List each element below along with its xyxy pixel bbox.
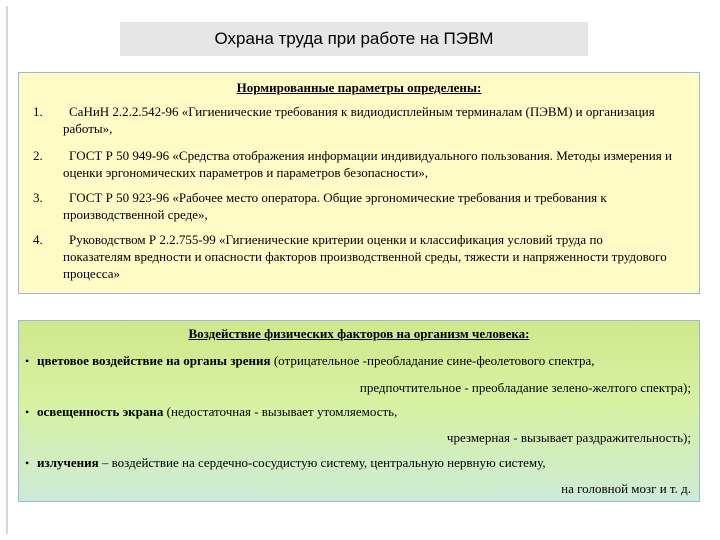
norms-box <box>18 72 700 294</box>
norm-item-number: 1. <box>33 104 43 119</box>
factor-title: освещенность экрана <box>37 404 164 419</box>
factor-continuation: чрезмерная - вызывает раздражительность); <box>446 430 691 445</box>
bullet-icon: • <box>25 456 30 470</box>
norm-item-number: 4. <box>33 232 43 247</box>
norm-item-text: Руководством Р 2.2.755-99 «Гигиенические критерии оценки и классификация условий труда по показателям вредности и опасности факторов производственной среды, тяжести и напряженности трудового процесса» <box>63 232 667 281</box>
factors-box <box>18 320 700 502</box>
factor-continuation: предпочтительное - преобладание зелено-желтого спектра); <box>359 380 691 395</box>
norms-heading: Нормированные параметры определены: <box>236 80 482 95</box>
norm-item-number: 3. <box>33 190 43 205</box>
page-title-text: Охрана труда при работе на ПЭВМ <box>214 29 494 48</box>
factor-item-1 <box>37 352 594 369</box>
page-title <box>120 22 588 56</box>
norm-item-text: ГОСТ Р 50 949-96 «Средства отображения информации индивидуального пользования. Методы измерения и оценки эргономических параметров и параметров безопасности», <box>63 148 672 180</box>
factors-heading: Воздействие физических факторов на организм человека: <box>188 326 530 341</box>
factor-description: – воздействие на сердечно-сосудистую систему, центральную нервную систему, <box>101 455 546 470</box>
factor-description: (отрицательное -преобладание сине-феолетового спектра, <box>273 353 595 368</box>
factor-item-3 <box>37 454 546 471</box>
factor-title: излучения <box>37 455 99 470</box>
factor-description: (недостаточная - вызывает утомляемость, <box>166 404 398 419</box>
factor-continuation: на головной мозг и т. д. <box>561 481 691 496</box>
factor-title: цветовое воздействие на органы зрения <box>37 353 271 368</box>
norm-item-text: СаНиН 2.2.2.542-96 «Гигиенические требования к видиодисплейным терминалам (ПЭВМ) и организация работы», <box>63 104 655 136</box>
left-edge-rule <box>6 6 8 534</box>
norm-item-number: 2. <box>33 148 43 163</box>
norm-item-text: ГОСТ Р 50 923-96 «Рабочее место оператора. Общие эргономические требования и требования к производственной среде», <box>63 190 607 222</box>
bullet-icon: • <box>25 354 30 368</box>
factor-item-2 <box>37 403 397 420</box>
bullet-icon: • <box>25 405 30 419</box>
